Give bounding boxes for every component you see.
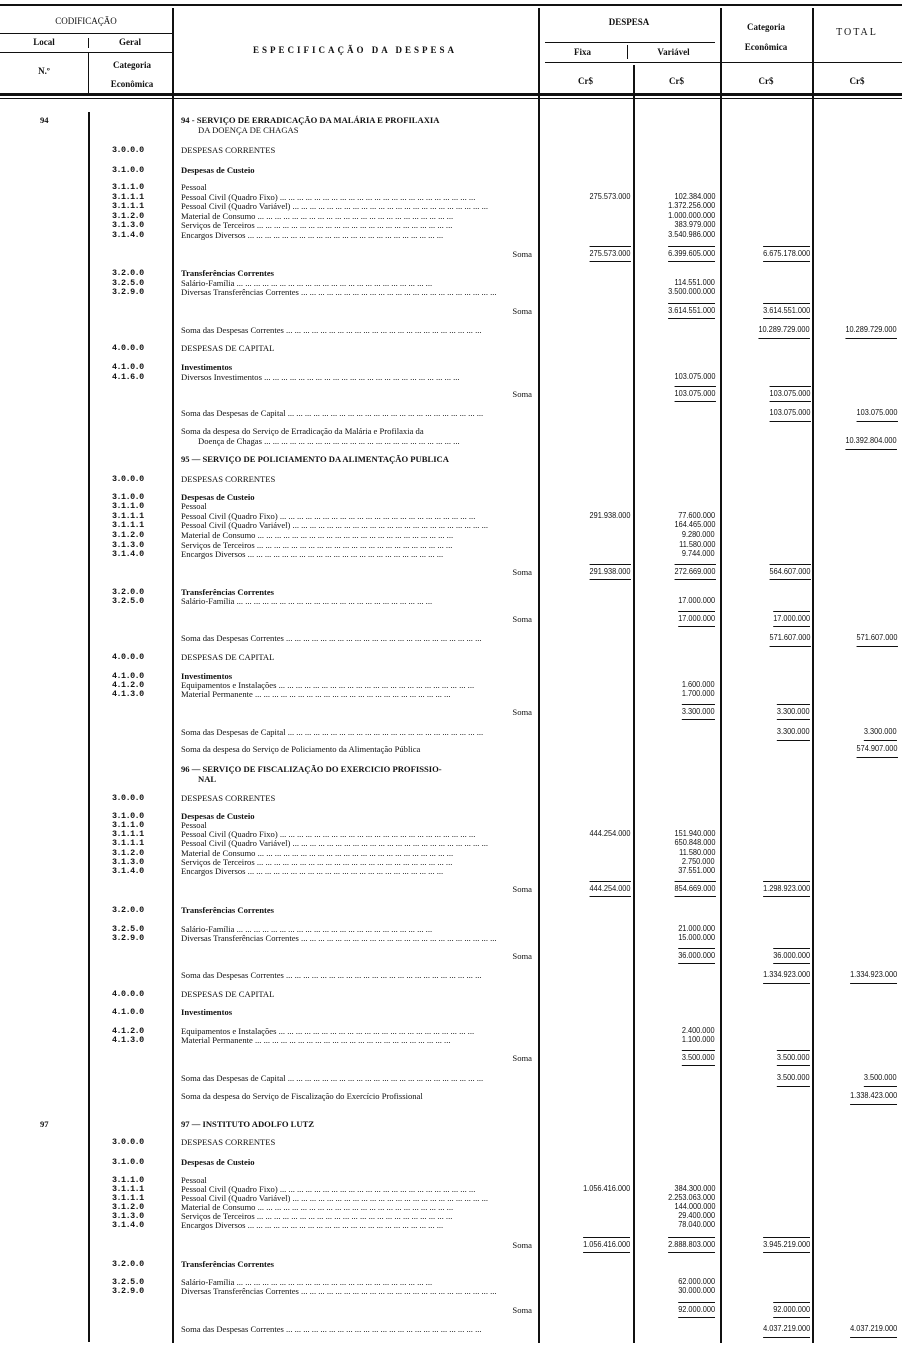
category-code: 3.2.0.0 [112, 268, 144, 278]
col-divider [88, 53, 89, 93]
amount-variavel: 102.384.000 [674, 192, 715, 201]
amount-fixa: 275.573.000 [589, 192, 630, 201]
category-code: 3.0.0.0 [112, 793, 144, 803]
amount-variavel: 114.551.000 [674, 278, 715, 287]
table-row [0, 866, 902, 876]
description: Salário-Família ... . [181, 1277, 534, 1287]
table-row [0, 372, 902, 382]
table-row [0, 201, 902, 211]
description: Soma [512, 1305, 532, 1315]
table-row [0, 268, 902, 278]
currency-total: Cr$ [849, 76, 865, 86]
rule [545, 62, 902, 63]
description: Material de Consumo ... . [181, 211, 534, 221]
table-row [0, 115, 902, 125]
table-row [0, 1240, 902, 1250]
rule [0, 98, 902, 99]
amount-categoria: 564.607.000 [769, 564, 810, 580]
amount-fixa: 444.254.000 [589, 829, 630, 838]
amount-variavel: 144.000.000 [674, 1202, 715, 1211]
amount-variavel: 3.614.551.000 [668, 303, 715, 319]
table-row [0, 689, 902, 699]
description: Encargos Diversos ... . [181, 549, 534, 559]
category-code: 3.2.9.0 [112, 933, 144, 943]
table-row [0, 652, 902, 662]
header-local: Local [33, 37, 55, 47]
amount-total: 10.392.804.000 [846, 436, 897, 450]
description: Pessoal Civil (Quadro Variável) ... . [181, 520, 534, 530]
table-row [0, 426, 902, 436]
description: Serviços de Terceiros ... . [181, 540, 534, 550]
table-row [0, 970, 902, 980]
description: Encargos Diversos ... . [181, 1220, 534, 1230]
category-code: 4.1.0.0 [112, 671, 144, 681]
description: Soma [512, 707, 532, 717]
description: Soma das Despesas de Capital ... . [181, 408, 534, 418]
top-rule [0, 4, 902, 6]
description: Soma da despesa do Serviço de Policiamento da Alimentação Pública [181, 744, 421, 754]
description: Material de Consumo ... . [181, 530, 534, 540]
description: Pessoal Civil (Quadro Fixo) ... . [181, 829, 534, 839]
amount-variavel: 9.280.000 [682, 530, 715, 539]
amount-variavel: 2.400.000 [682, 1026, 715, 1035]
currency-variavel: Cr$ [669, 76, 684, 86]
amount-variavel: 15.000.000 [678, 933, 715, 942]
amount-variavel: 11.580.000 [678, 540, 715, 549]
amount-total: 3.300.000 [864, 727, 897, 741]
description: DESPESAS CORRENTES [181, 145, 276, 155]
currency-fixa: Cr$ [578, 76, 593, 86]
table-row [0, 793, 902, 803]
header-numero: N.º [38, 66, 50, 76]
category-code: 3.2.9.0 [112, 287, 144, 297]
description: Soma das Despesas Correntes ... . [181, 325, 534, 335]
description: 96 — SERVIÇO DE FISCALIZAÇÃO DO EXERCICIO PROFISSIO- [181, 764, 442, 774]
header-despesa: DESPESA [608, 17, 650, 27]
table-row [0, 343, 902, 353]
description: Pessoal Civil (Quadro Variável) ... . [181, 1193, 534, 1203]
category-code: 3.1.1.1 [112, 829, 144, 839]
description: Investimentos [181, 1007, 233, 1017]
category-code: 4.1.3.0 [112, 689, 144, 699]
table-row [0, 362, 902, 372]
description: DESPESAS DE CAPITAL [181, 989, 275, 999]
description: Pessoal Civil (Quadro Variável) ... . [181, 201, 534, 211]
amount-variavel: 164.465.000 [674, 520, 715, 529]
category-code: 3.2.9.0 [112, 1286, 144, 1296]
description: 94 - SERVIÇO DE ERRADICAÇÃO DA MALÁRIA E PROFILAXIA [181, 115, 440, 125]
description: Material Permanente ... . [181, 1035, 534, 1045]
amount-categoria: 17.000.000 [773, 611, 810, 627]
amount-variavel: 29.400.000 [678, 1211, 715, 1220]
description: Soma [512, 951, 532, 961]
amount-variavel: 1.372.256.000 [667, 201, 715, 210]
amount-variavel: 77.600.000 [678, 511, 715, 520]
amount-variavel: 37.551.000 [678, 866, 715, 875]
amount-variavel: 21.000.000 [678, 924, 715, 933]
table-row [0, 389, 902, 399]
amount-variavel: 650.848.000 [674, 838, 715, 847]
amount-variavel: 1.600.000 [682, 680, 715, 689]
category-code: 3.1.3.0 [112, 220, 144, 230]
table-row [0, 125, 902, 135]
category-code: 3.1.2.0 [112, 848, 144, 858]
table-row [0, 520, 902, 530]
table-row [0, 325, 902, 335]
amount-variavel: 103.075.000 [674, 386, 715, 402]
description: Pessoal [181, 182, 207, 192]
description: Soma [512, 567, 532, 577]
description: Pessoal Civil (Quadro Fixo) ... . [181, 511, 534, 521]
description: Diversas Transferências Correntes ... . [181, 287, 534, 297]
table-row [0, 165, 902, 175]
description: DESPESAS CORRENTES [181, 474, 276, 484]
amount-variavel: 78.040.000 [678, 1220, 715, 1229]
description: Soma [512, 249, 532, 259]
header-categoria-economica-code: Categoria Econômica [110, 60, 154, 89]
table-row [0, 1220, 902, 1230]
amount-total: 574.907.000 [856, 744, 897, 758]
amount-variavel: 384.300.000 [674, 1184, 715, 1193]
category-code: 3.0.0.0 [112, 1137, 144, 1147]
table-row [0, 951, 902, 961]
amount-categoria: 3.614.551.000 [763, 303, 810, 319]
description: Equipamentos e Instalações ... . [181, 1026, 534, 1036]
amount-variavel: 30.000.000 [678, 1286, 715, 1295]
description: Soma das Despesas Correntes ... . [181, 970, 534, 980]
table-row [0, 530, 902, 540]
category-code: 3.2.0.0 [112, 1259, 144, 1269]
table-row [0, 287, 902, 297]
rule [0, 33, 172, 34]
category-code: 3.1.4.0 [112, 230, 144, 240]
amount-variavel: 1.700.000 [682, 689, 715, 698]
description: DESPESAS DE CAPITAL [181, 652, 275, 662]
description: Soma [512, 1053, 532, 1063]
description: Pessoal [181, 501, 207, 511]
description: Material Permanente ... . [181, 689, 534, 699]
amount-variavel: 6.399.605.000 [668, 246, 715, 262]
amount-variavel: 62.000.000 [678, 1277, 715, 1286]
description: Soma [512, 1240, 532, 1250]
amount-variavel: 3.540.986.000 [667, 230, 715, 239]
table-row [0, 1073, 902, 1083]
description: DESPESAS DE CAPITAL [181, 343, 275, 353]
amount-categoria: 3.300.000 [777, 727, 810, 741]
header-codificacao: CODIFICAÇÃO [55, 16, 117, 26]
table-row [0, 182, 902, 192]
description: Diversas Transferências Correntes ... . [181, 1286, 534, 1296]
amount-variavel: 2.888.803.000 [668, 1237, 715, 1253]
amount-categoria: 103.075.000 [769, 386, 810, 402]
description: DESPESAS CORRENTES [181, 793, 276, 803]
category-code: 3.2.5.0 [112, 1277, 144, 1287]
table-row [0, 1324, 902, 1334]
table-row [0, 884, 902, 894]
table-row [0, 774, 902, 784]
description: Soma das Despesas de Capital ... . [181, 727, 534, 737]
amount-variavel: 151.940.000 [674, 829, 715, 838]
category-code: 4.1.2.0 [112, 680, 144, 690]
amount-total: 3.500.000 [864, 1073, 897, 1087]
description: Transferências Correntes [181, 905, 274, 915]
amount-total: 1.334.923.000 [850, 970, 897, 984]
amount-categoria: 10.289.729.000 [759, 325, 810, 339]
table-row [0, 1091, 902, 1101]
currency-categoria: Cr$ [758, 76, 774, 86]
description: Salário-Família ... . [181, 596, 534, 606]
category-code: 3.1.1.1 [112, 192, 144, 202]
table-row [0, 249, 902, 259]
table-row [0, 1119, 902, 1129]
amount-variavel: 36.000.000 [678, 948, 715, 964]
description: Diversas Transferências Correntes ... . [181, 933, 534, 943]
amount-fixa: 291.938.000 [589, 564, 630, 580]
category-code: 3.1.2.0 [112, 530, 144, 540]
amount-fixa: 1.056.416.000 [582, 1184, 630, 1193]
table-row [0, 501, 902, 511]
description: Material de Consumo ... . [181, 848, 534, 858]
amount-variavel: 3.500.000 [682, 1050, 715, 1066]
table-row [0, 1305, 902, 1315]
description: Despesas de Custeio [181, 165, 255, 175]
table-row [0, 436, 902, 446]
category-code: 4.0.0.0 [112, 989, 144, 999]
description: Soma das Despesas de Capital ... . [181, 1073, 534, 1083]
amount-categoria: 4.037.219.000 [763, 1324, 810, 1338]
description: Investimentos [181, 671, 233, 681]
category-code: 3.1.3.0 [112, 1211, 144, 1221]
header-categoria-economica: Categoria Econômica [744, 22, 788, 52]
amount-categoria: 103.075.000 [769, 408, 810, 422]
description: Pessoal [181, 1175, 207, 1185]
category-code: 3.1.0.0 [112, 165, 144, 175]
category-code: 3.2.0.0 [112, 905, 144, 915]
table-row [0, 145, 902, 155]
table-row [0, 905, 902, 915]
category-code: 3.1.1.0 [112, 182, 144, 192]
amount-total: 1.338.423.000 [850, 1091, 897, 1105]
category-code: 3.1.1.0 [112, 1175, 144, 1185]
amount-variavel: 103.075.000 [674, 372, 715, 381]
table-row [0, 1053, 902, 1063]
description: Soma [512, 614, 532, 624]
description: Serviços de Terceiros ... . [181, 1211, 534, 1221]
header-especificacao: ESPECIFICAÇÃO DA DESPESA [252, 45, 458, 55]
category-code: 3.1.1.1 [112, 1193, 144, 1203]
table-row [0, 633, 902, 643]
description: Soma [512, 306, 532, 316]
description: DESPESAS CORRENTES [181, 1137, 276, 1147]
category-code: 3.0.0.0 [112, 145, 144, 155]
amount-categoria: 3.500.000 [777, 1050, 810, 1066]
rule [0, 52, 172, 53]
table-row [0, 989, 902, 999]
category-code: 3.1.4.0 [112, 1220, 144, 1230]
amount-variavel: 11.580.000 [678, 848, 715, 857]
description: Encargos Diversos ... . [181, 230, 534, 240]
amount-variavel: 854.669.000 [674, 881, 715, 897]
amount-categoria: 36.000.000 [773, 948, 810, 964]
table-row [0, 838, 902, 848]
amount-categoria: 3.945.219.000 [763, 1237, 810, 1253]
category-code: 3.1.2.0 [112, 1202, 144, 1212]
description: Soma das Despesas Correntes ... . [181, 633, 534, 643]
category-code: 3.1.1.1 [112, 520, 144, 530]
description: Salário-Família ... . [181, 278, 534, 288]
description: Pessoal Civil (Quadro Variável) ... . [181, 838, 534, 848]
category-code: 3.1.1.1 [112, 1184, 144, 1194]
table-row [0, 614, 902, 624]
amount-fixa: 444.254.000 [589, 881, 630, 897]
category-code: 3.1.1.1 [112, 838, 144, 848]
table-row [0, 306, 902, 316]
category-code: 4.1.6.0 [112, 372, 144, 382]
table-row [0, 567, 902, 577]
description: Equipamentos e Instalações ... . [181, 680, 534, 690]
category-code: 4.0.0.0 [112, 652, 144, 662]
description: Soma [512, 389, 532, 399]
description: Soma da despesa do Serviço de Fiscalização do Exercício Profissional [181, 1091, 423, 1101]
category-code: 3.2.5.0 [112, 924, 144, 934]
amount-fixa: 1.056.416.000 [583, 1237, 630, 1253]
table-row [0, 727, 902, 737]
category-code: 3.1.1.1 [112, 201, 144, 211]
category-code: 3.2.0.0 [112, 587, 144, 597]
description: Despesas de Custeio [181, 1157, 255, 1167]
amount-categoria: 1.334.923.000 [763, 970, 810, 984]
description: 97 — INSTITUTO ADOLFO LUTZ [181, 1119, 315, 1129]
table-row [0, 220, 902, 230]
local-number: 97 [40, 1119, 49, 1129]
amount-variavel: 2.253.063.000 [667, 1193, 715, 1202]
table-row [0, 230, 902, 240]
amount-categoria: 92.000.000 [773, 1302, 810, 1318]
category-code: 4.0.0.0 [112, 343, 144, 353]
amount-variavel: 1.000.000.000 [667, 211, 715, 220]
table-row [0, 1137, 902, 1147]
description: Encargos Diversos ... . [181, 866, 534, 876]
description: Doença de Chagas ... . [198, 436, 551, 446]
category-code: 4.1.0.0 [112, 362, 144, 372]
amount-variavel: 1.100.000 [682, 1035, 715, 1044]
description: DA DOENÇA DE CHAGAS [198, 125, 299, 135]
local-number: 94 [40, 115, 49, 125]
category-code: 3.1.3.0 [112, 540, 144, 550]
table-row [0, 1157, 902, 1167]
amount-variavel: 3.300.000 [682, 704, 715, 720]
amount-fixa: 291.938.000 [589, 511, 630, 520]
category-code: 3.1.0.0 [112, 492, 144, 502]
category-code: 3.1.3.0 [112, 857, 144, 867]
description: Despesas de Custeio [181, 492, 255, 502]
category-code: 3.1.1.0 [112, 501, 144, 511]
category-code: 3.1.0.0 [112, 1157, 144, 1167]
description: Soma das Despesas Correntes ... . [181, 1324, 534, 1334]
amount-categoria: 1.298.923.000 [763, 881, 810, 897]
category-code: 3.1.1.0 [112, 820, 144, 830]
category-code: 3.2.5.0 [112, 596, 144, 606]
category-code: 3.1.1.1 [112, 511, 144, 521]
amount-categoria: 3.500.000 [777, 1073, 810, 1087]
table-row [0, 454, 902, 464]
description: Transferências Correntes [181, 268, 274, 278]
category-code: 4.1.0.0 [112, 1007, 144, 1017]
amount-categoria: 571.607.000 [769, 633, 810, 647]
amount-variavel: 3.500.000.000 [667, 287, 715, 296]
category-code: 3.1.2.0 [112, 211, 144, 221]
category-code: 3.1.4.0 [112, 866, 144, 876]
description: Soma da despesa do Serviço de Erradicação da Malária e Profilaxia da [181, 426, 424, 436]
description: Material de Consumo ... . [181, 1202, 534, 1212]
table-row [0, 1286, 902, 1296]
category-code: 3.1.0.0 [112, 811, 144, 821]
rule [545, 42, 715, 43]
table-row [0, 933, 902, 943]
amount-variavel: 2.750.000 [682, 857, 715, 866]
amount-fixa: 275.573.000 [589, 246, 630, 262]
table-row [0, 596, 902, 606]
description: NAL [198, 774, 217, 784]
table-row [0, 707, 902, 717]
description: Serviços de Terceiros ... . [181, 220, 534, 230]
description: Transferências Correntes [181, 587, 274, 597]
amount-total: 10.289.729.000 [846, 325, 897, 339]
amount-total: 571.607.000 [856, 633, 897, 647]
table-row [0, 408, 902, 418]
description: Pessoal Civil (Quadro Fixo) ... . [181, 1184, 534, 1194]
description: Serviços de Terceiros ... . [181, 857, 534, 867]
description: Pessoal [181, 820, 207, 830]
description: Diversos Investimentos ... . [181, 372, 534, 382]
description: Investimentos [181, 362, 233, 372]
amount-variavel: 17.000.000 [678, 611, 715, 627]
amount-variavel: 383.979.000 [674, 220, 715, 229]
table-row [0, 1035, 902, 1045]
category-code: 4.1.3.0 [112, 1035, 144, 1045]
description: Transferências Correntes [181, 1259, 274, 1269]
header-geral: Geral [119, 37, 141, 47]
amount-total: 4.037.219.000 [850, 1324, 897, 1338]
description: Salário-Família ... . [181, 924, 534, 934]
amount-variavel: 17.000.000 [678, 596, 715, 605]
description: Despesas de Custeio [181, 811, 255, 821]
amount-variavel: 272.669.000 [674, 564, 715, 580]
amount-total: 103.075.000 [856, 408, 897, 422]
table-row [0, 764, 902, 774]
amount-variavel: 9.744.000 [682, 549, 715, 558]
description: 95 — SERVIÇO DE POLICIAMENTO DA ALIMENTAÇÃO PUBLICA [181, 454, 449, 464]
table-row [0, 1259, 902, 1269]
category-code: 3.1.4.0 [112, 549, 144, 559]
category-code: 3.2.5.0 [112, 278, 144, 288]
header-fixa: Fixa [574, 47, 591, 57]
amount-categoria: 6.675.178.000 [763, 246, 810, 262]
header-variavel: Variável [657, 47, 690, 57]
table-row [0, 474, 902, 484]
table-row [0, 744, 902, 754]
description: Pessoal Civil (Quadro Fixo) ... . [181, 192, 534, 202]
table-row [0, 1007, 902, 1017]
table-row [0, 549, 902, 559]
amount-variavel: 92.000.000 [678, 1302, 715, 1318]
description: Soma [512, 884, 532, 894]
category-code: 4.1.2.0 [112, 1026, 144, 1036]
header-total: TOTAL [836, 27, 878, 38]
category-code: 3.0.0.0 [112, 474, 144, 484]
amount-categoria: 3.300.000 [777, 704, 810, 720]
